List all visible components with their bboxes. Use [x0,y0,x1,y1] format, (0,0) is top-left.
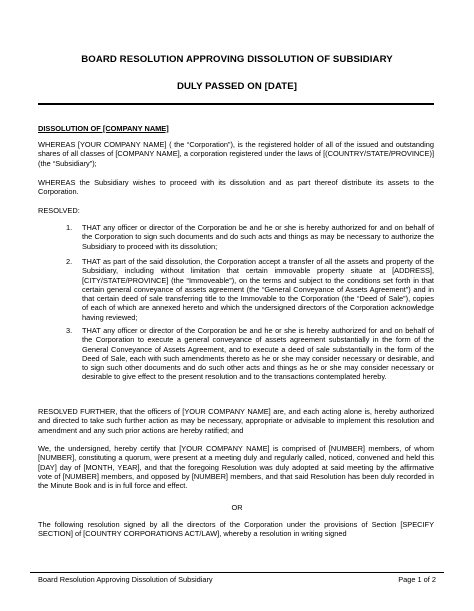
item-number: 1. [66,223,73,232]
document-title: BOARD RESOLUTION APPROVING DISSOLUTION OF SUBSIDIARY [81,54,393,65]
footer-divider [30,572,444,573]
item-number: 2. [66,257,73,266]
item-text: THAT as part of the said dissolution, the Corporation accept a transfer of all the assets and property of the Subsidiary, including without limitation that certain immovable property situate at [ADDRESS], [CITY/STATE/PROVINCE] (the “Immoveable”), on the terms and subject to the conditions set forth in that certain general conveyance of assets agreement (the “General Conveyance of Assets Agreement”) and in that certain deed of sale transferring title to the Immovable to the Corporation (the “Deed of Sale”), copies of each of which are annexed hereto and which the undersigned directors of the Corporation acknowledge having reviewed; [82,257,434,322]
item-text: THAT any officer or director of the Corporation be and he or she is hereby authorized for and on behalf of the Corporation to sign such documents and do such acts and things as may be necessary to authorize the Subsidiary to proceed with its dissolution; [82,223,434,251]
item-number: 3. [66,326,73,335]
resolved-label: RESOLVED: [38,206,80,215]
footer-document-name: Board Resolution Approving Dissolution of Subsidiary [38,575,213,584]
resolved-further-paragraph: RESOLVED FURTHER, that the officers of [YOUR COMPANY NAME] are, and each acting alone is, hereby authorized and directed to take such further action as may be necessary, appropriate or advisable to implement this resolution and amendment and any such prior actions are hereby ratified; and [38,407,434,435]
whereas-paragraph-1: WHEREAS [YOUR COMPANY NAME] ( the “Corporation”), is the registered holder of all of the issued and outstanding shares of all classes of [COMPANY NAME], a corporation registered under the laws of [(COUNTRY/STATE/PROVINCE)] (the “Subsidiary”); [38,140,434,168]
title-divider [38,103,434,105]
whereas-paragraph-2: WHEREAS the Subsidiary wishes to proceed with its dissolution and as part thereof distribute its assets to the Corporation. [38,178,434,197]
section-heading: DISSOLUTION OF [COMPANY NAME] [38,124,169,133]
or-separator: OR [231,503,243,512]
certification-paragraph: We, the undersigned, hereby certify that [YOUR COMPANY NAME] is comprised of [NUMBER] members, of whom [NUMBER], constituting a quorum, were present at a meeting duly and regularly called, noticed, convened and held this [DAY] day of [MONTH, YEAR], and that the foregoing Resolution was duly adopted at said meeting by the affirmative vote of [NUMBER] members, and opposed by [NUMBER] members, and that said Resolution has been duly recorded in the Minute Book and is in full force and effect. [38,444,434,491]
document-subtitle: DULY PASSED ON [DATE] [176,81,298,92]
following-paragraph: The following resolution signed by all the directors of the Corporation under the provisions of Section [SPECIFY SECTION] of [COUNTRY CORPORATIONS ACT/LAW], whereby a resolution in writing signed [38,520,434,539]
item-text: THAT any officer or director of the Corporation be and he or she is hereby authorized for and on behalf of the Corporation to execute a general conveyance of assets agreement substantially in the form of the General Conveyance of Assets Agreement, and to execute a deed of sale substantially in the form of the Deed of Sale, each with such amendments thereto as he or she may consider necessary or desirable, and to sign such other documents and do such other acts and things as he or she may consider necessary or desirable to give effect to the present resolution and to the transactions contemplated hereby. [82,326,434,382]
footer-page-number: Page 1 of 2 [398,575,436,584]
